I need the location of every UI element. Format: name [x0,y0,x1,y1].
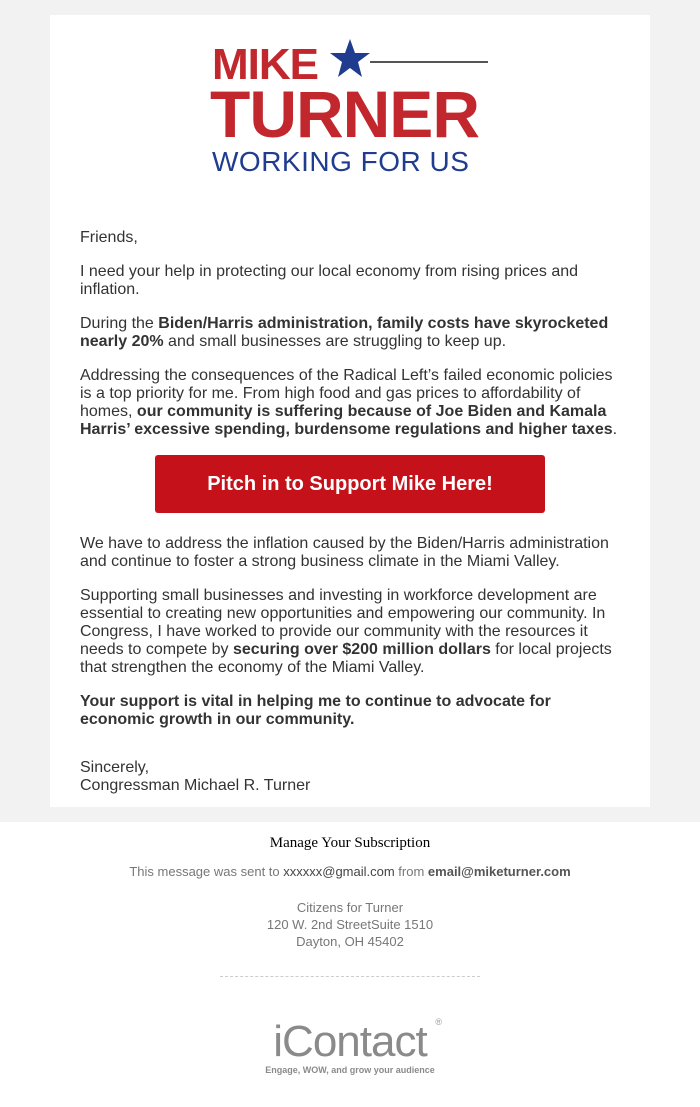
email-card [50,15,650,807]
logo-rule [370,61,488,63]
manage-subscription-link[interactable]: Manage Your Subscription [269,835,431,851]
support-donate-button[interactable]: Pitch in to Support Mike Here! [155,455,545,513]
letter-body [80,229,620,795]
signature: Congressman Michael R. Turner [80,777,311,794]
signature-block [80,759,620,795]
paragraph-2 [80,315,620,351]
sender-email: email@miketurner.com [427,864,571,879]
icontact-wordmark: iContact [273,1017,427,1066]
paragraph-2-bold: Biden/Harris administration, family costs have skyrocketed nearly 20% [80,315,609,350]
city-state-zip: Dayton, OH 45402 [296,934,404,949]
icontact-tagline: Engage, WOW, and grow your audience [265,1065,435,1075]
paragraph-6-bold: Your support is vital in helping me to continue to advocate for economic growth in our community. [80,693,551,728]
icontact-logo[interactable] [250,1017,450,1087]
greeting: Friends, [80,229,138,246]
paragraph-3 [80,367,620,439]
paragraph-5-lead: Supporting small businesses and investing in workforce development are essential to creating new opportunities and empowering our community. In Congress, I have worked to provide our community with the resources it needs to compete by [80,587,606,658]
paragraph-1: I need your help in protecting our local economy from rising prices and inflation. [80,263,579,298]
street-address: 120 W. 2nd StreetSuite 1510 [266,917,434,932]
paragraph-3-bold: our community is suffering because of Joe Biden and Kamala Harris’ excessive spending, burdensome regulations and higher taxes [80,403,613,438]
paragraph-3-tail: . [612,421,618,438]
paragraph-3-lead: Addressing the consequences of the Radical Left’s failed economic policies is a top priority for me. From high food and gas prices to affordability of homes, [80,367,613,420]
campaign-logo [210,37,500,177]
mailing-address [0,899,700,950]
paragraph-2-tail: and small businesses are struggling to keep up. [163,333,507,350]
org-name: Citizens for Turner [296,900,404,915]
sent-notice [0,864,700,879]
cta-wrapper [80,455,620,513]
paragraph-4: We have to address the inflation caused by the Biden/Harris administration and continue to foster a strong business climate in the Miami Valley. [80,535,609,570]
paragraph-6 [80,693,620,729]
paragraph-5-tail: for local projects that strengthen the economy of the Miami Valley. [80,641,612,676]
email-footer [0,822,700,1087]
logo-name-top: MIKE [212,40,318,89]
recipient-email: xxxxxx@gmail.com [283,864,395,879]
footer-divider [220,976,480,977]
star-icon [328,37,372,81]
registered-mark: ® [435,1017,442,1027]
paragraph-2-lead: During the [80,315,159,332]
logo-tagline: WORKING FOR US [212,146,470,177]
closing: Sincerely, [80,759,150,776]
paragraph-5-bold: securing over $200 million dollars [232,641,491,658]
sent-prefix: This message was sent to [129,864,284,879]
logo-name-bottom: TURNER [210,77,479,151]
paragraph-5 [80,587,620,677]
sent-from-label: from [394,864,428,879]
